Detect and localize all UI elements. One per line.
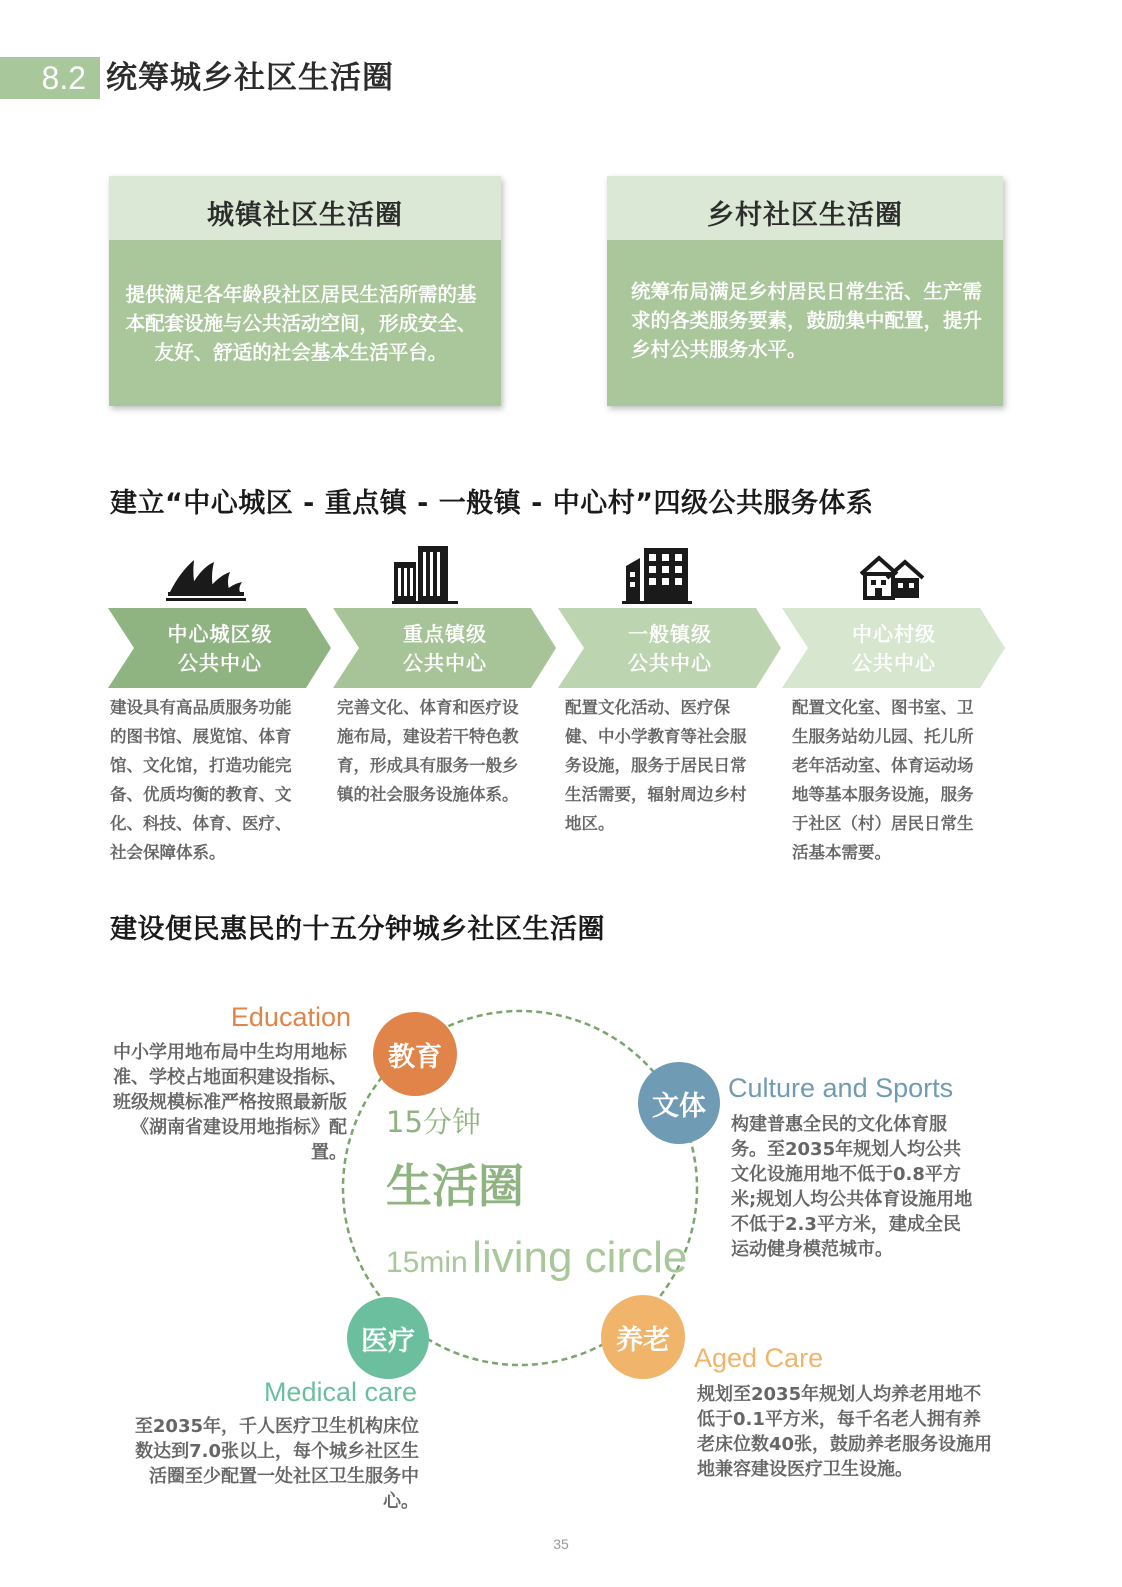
circle-subtitle	[386, 1232, 687, 1294]
education-en-label: Education	[230, 1002, 351, 1032]
level-chevron-central-village	[782, 608, 1005, 688]
level-description: 配置文化室、图书室、卫生服务站幼儿园、托儿所老年活动室、体育运动场地等基本服务设施，服务于社区（村）居民日常生活基本需要。	[792, 698, 974, 862]
section-title: 统筹城乡社区生活圈	[106, 60, 394, 96]
circle-minutes-label: 15分钟	[386, 1105, 481, 1139]
aged-care-bubble: 养老	[601, 1295, 685, 1379]
education-text: 中小学用地布局中生均用地标准、学校占地面积建设指标、班级规模标准严格按照最新版《湖南省建设用地指标》配置。	[113, 1042, 347, 1163]
section-number: 8.2	[0, 57, 100, 99]
medical-en-label: Medical care	[263, 1377, 417, 1407]
circle-title: 生活圈	[386, 1159, 524, 1213]
office-buildings-icon	[392, 544, 458, 604]
level-chevron-key-town	[333, 608, 556, 688]
culture-sports-bubble: 文体	[638, 1062, 720, 1144]
chevron-label: 一般镇级 公共中心	[628, 622, 712, 675]
level-description: 配置文化活动、医疗保健、中小学教育等社会服务设施，服务于居民日常生活需要，辐射周边乡村地区。	[565, 698, 747, 833]
culture-sports-en-label: Culture and Sports	[728, 1073, 954, 1103]
card-text: 提供满足各年龄段社区居民生活所需的基本配套设施与公共活动空间，形成安全、友好、舒适的社会基本生活平台。	[109, 240, 501, 406]
circle-heading: 建设便民惠民的十五分钟城乡社区生活圈	[110, 914, 605, 945]
level-chevron-general-town	[558, 608, 781, 688]
card-title: 城镇社区生活圈	[109, 176, 501, 240]
aged-care-en-label: Aged Care	[694, 1343, 824, 1373]
aged-care-text: 规划至2035年规划人均养老用地不低于0.1平方米，每千名老人拥有养老床位数40张，鼓励养老服务设施用地兼容建设医疗卫生设施。	[697, 1384, 993, 1480]
apartment-building-icon	[622, 546, 692, 604]
village-houses-icon	[859, 554, 925, 600]
urban-community-card	[109, 176, 501, 406]
level-description: 建设具有高品质服务功能的图书馆、展览馆、体育馆、文化馆，打造功能完备、优质均衡的教育、文化、科技、体育、医疗、社会保障体系。	[110, 698, 292, 862]
circle-subtitle-minutes: 15min	[386, 1246, 468, 1279]
education-bubble: 教育	[373, 1012, 457, 1096]
card-title: 乡村社区生活圈	[607, 176, 1003, 240]
chevron-label: 重点镇级 公共中心	[403, 622, 487, 675]
card-text: 统筹布局满足乡村居民日常生活、生产需求的各类服务要素，鼓励集中配置，提升乡村公共服务水平。	[607, 240, 1003, 406]
culture-sports-text: 构建普惠全民的文化体育服务。至2035年规划人均公共文化设施用地不低于0.8平方米;规划人均公共体育设施用地不低于2.3平方米，建成全民运动健身模范城市。	[731, 1114, 973, 1260]
chevron-label: 中心城区级 公共中心	[167, 622, 273, 675]
system-heading: 建立“中心城区 - 重点镇 - 一般镇 - 中心村”四级公共服务体系	[110, 488, 874, 519]
rural-community-card	[607, 176, 1003, 406]
medical-text: 至2035年，千人医疗卫生机构床位数达到7.0张以上，每个城乡社区生活圈至少配置一处社区卫生服务中心。	[134, 1416, 419, 1512]
medical-bubble: 医疗	[347, 1297, 429, 1379]
circle-subtitle-words: living circle	[472, 1233, 688, 1282]
chevron-label: 中心村级 公共中心	[852, 622, 936, 675]
page-number: 35	[553, 1536, 569, 1552]
opera-house-icon	[166, 558, 246, 604]
level-chevron-central-city	[108, 608, 331, 688]
level-description: 完善文化、体育和医疗设施布局，建设若干特色教育，形成具有服务一般乡镇的社会服务设施体系。	[337, 698, 519, 804]
